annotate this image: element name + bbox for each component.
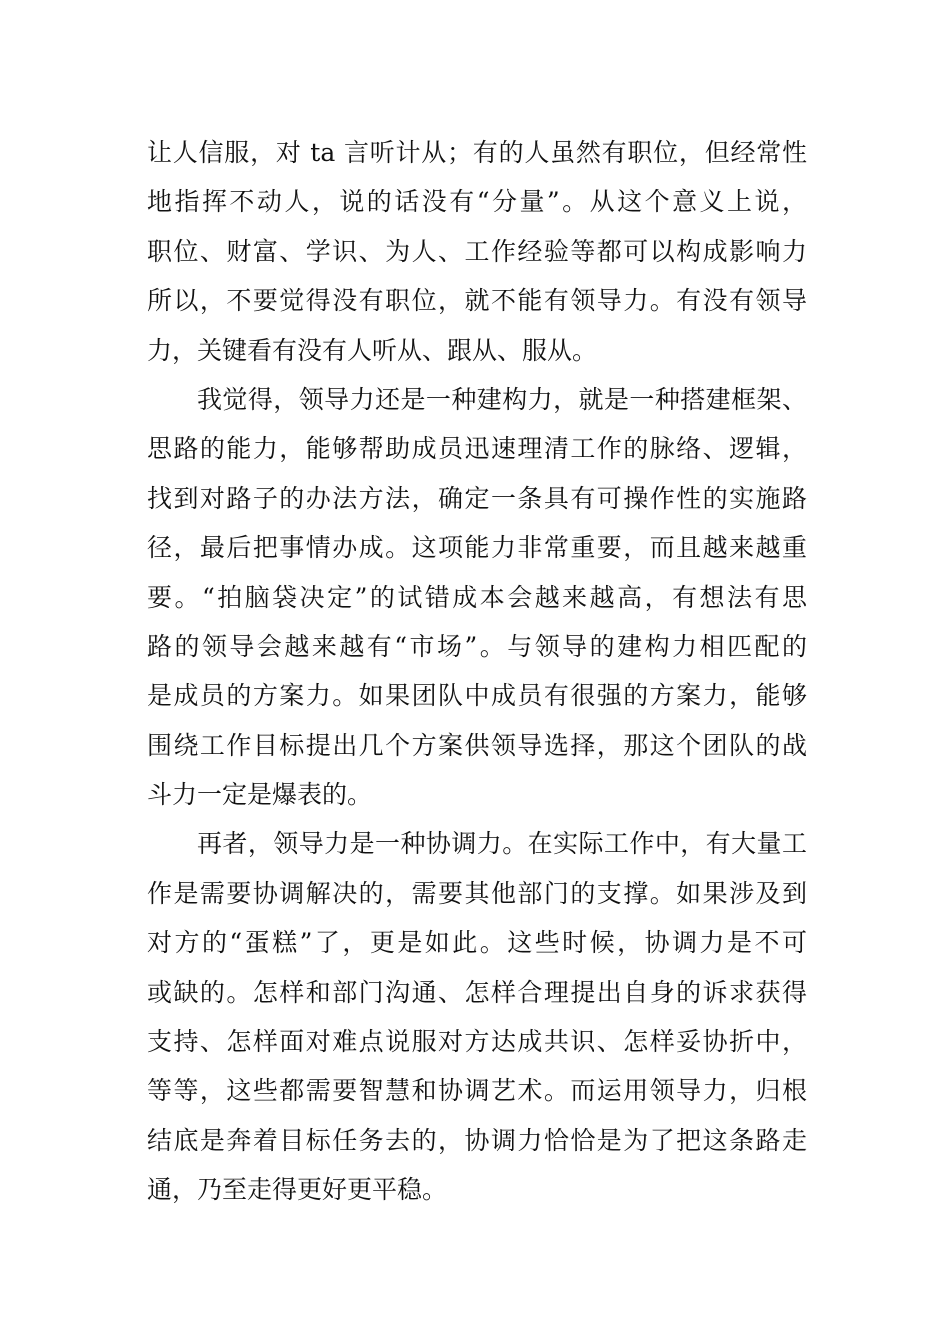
- text-line: 思路的能力，能够帮助成员迅速理清工作的脉络、逻辑，: [147, 434, 807, 464]
- text-line: 所以，不要觉得没有职位，就不能有领导力。有没有领导: [147, 286, 807, 316]
- text-line: 支持、怎样面对难点说服对方达成共识、怎样妥协折中，: [147, 1027, 807, 1057]
- text-line: 斗力一定是爆表的。: [147, 780, 373, 810]
- text-line: 我觉得，领导力还是一种建构力，就是一种搭建框架、: [197, 384, 807, 414]
- text-line: 让人信服，对 ta 言听计从；有的人虽然有职位，但经常性: [147, 138, 807, 167]
- text-line: 找到对路子的办法方法，确定一条具有可操作性的实施路: [147, 483, 807, 513]
- text-line: 径，最后把事情办成。这项能力非常重要，而且越来越重: [147, 533, 807, 563]
- document-body: [147, 128, 807, 1215]
- text-line: 作是需要协调解决的，需要其他部门的支撑。如果涉及到: [147, 878, 807, 908]
- text-line: 等等，这些都需要智慧和协调艺术。而运用领导力，归根: [147, 1076, 807, 1106]
- text-line: 结底是奔着目标任务去的，协调力恰恰是为了把这条路走: [147, 1125, 807, 1155]
- text-line: 是成员的方案力。如果团队中成员有很强的方案力，能够: [147, 681, 807, 711]
- paragraph-3: [147, 819, 807, 1214]
- text-line: 通，乃至走得更好更平稳。: [147, 1175, 448, 1205]
- text-line: 再者，领导力是一种协调力。在实际工作中，有大量工: [197, 829, 807, 859]
- text-line: 或缺的。怎样和部门沟通、怎样合理提出自身的诉求获得: [147, 977, 807, 1007]
- text-line: 路的领导会越来越有“市场”。与领导的建构力相匹配的: [147, 631, 807, 661]
- text-line: 围绕工作目标提出几个方案供领导选择，那这个团队的战: [147, 730, 807, 760]
- paragraph-1: [147, 128, 807, 375]
- paragraph-2: [147, 375, 807, 820]
- text-line: 对方的“蛋糕”了，更是如此。这些时候，协调力是不可: [147, 928, 807, 958]
- text-line: 力，关键看有没有人听从、跟从、服从。: [147, 335, 598, 365]
- text-line: 要。“拍脑袋决定”的试错成本会越来越高，有想法有思: [147, 582, 807, 612]
- text-line: 职位、财富、学识、为人、工作经验等都可以构成影响力: [147, 236, 807, 266]
- text-line: 地指挥不动人，说的话没有“分量”。从这个意义上说，: [147, 187, 807, 217]
